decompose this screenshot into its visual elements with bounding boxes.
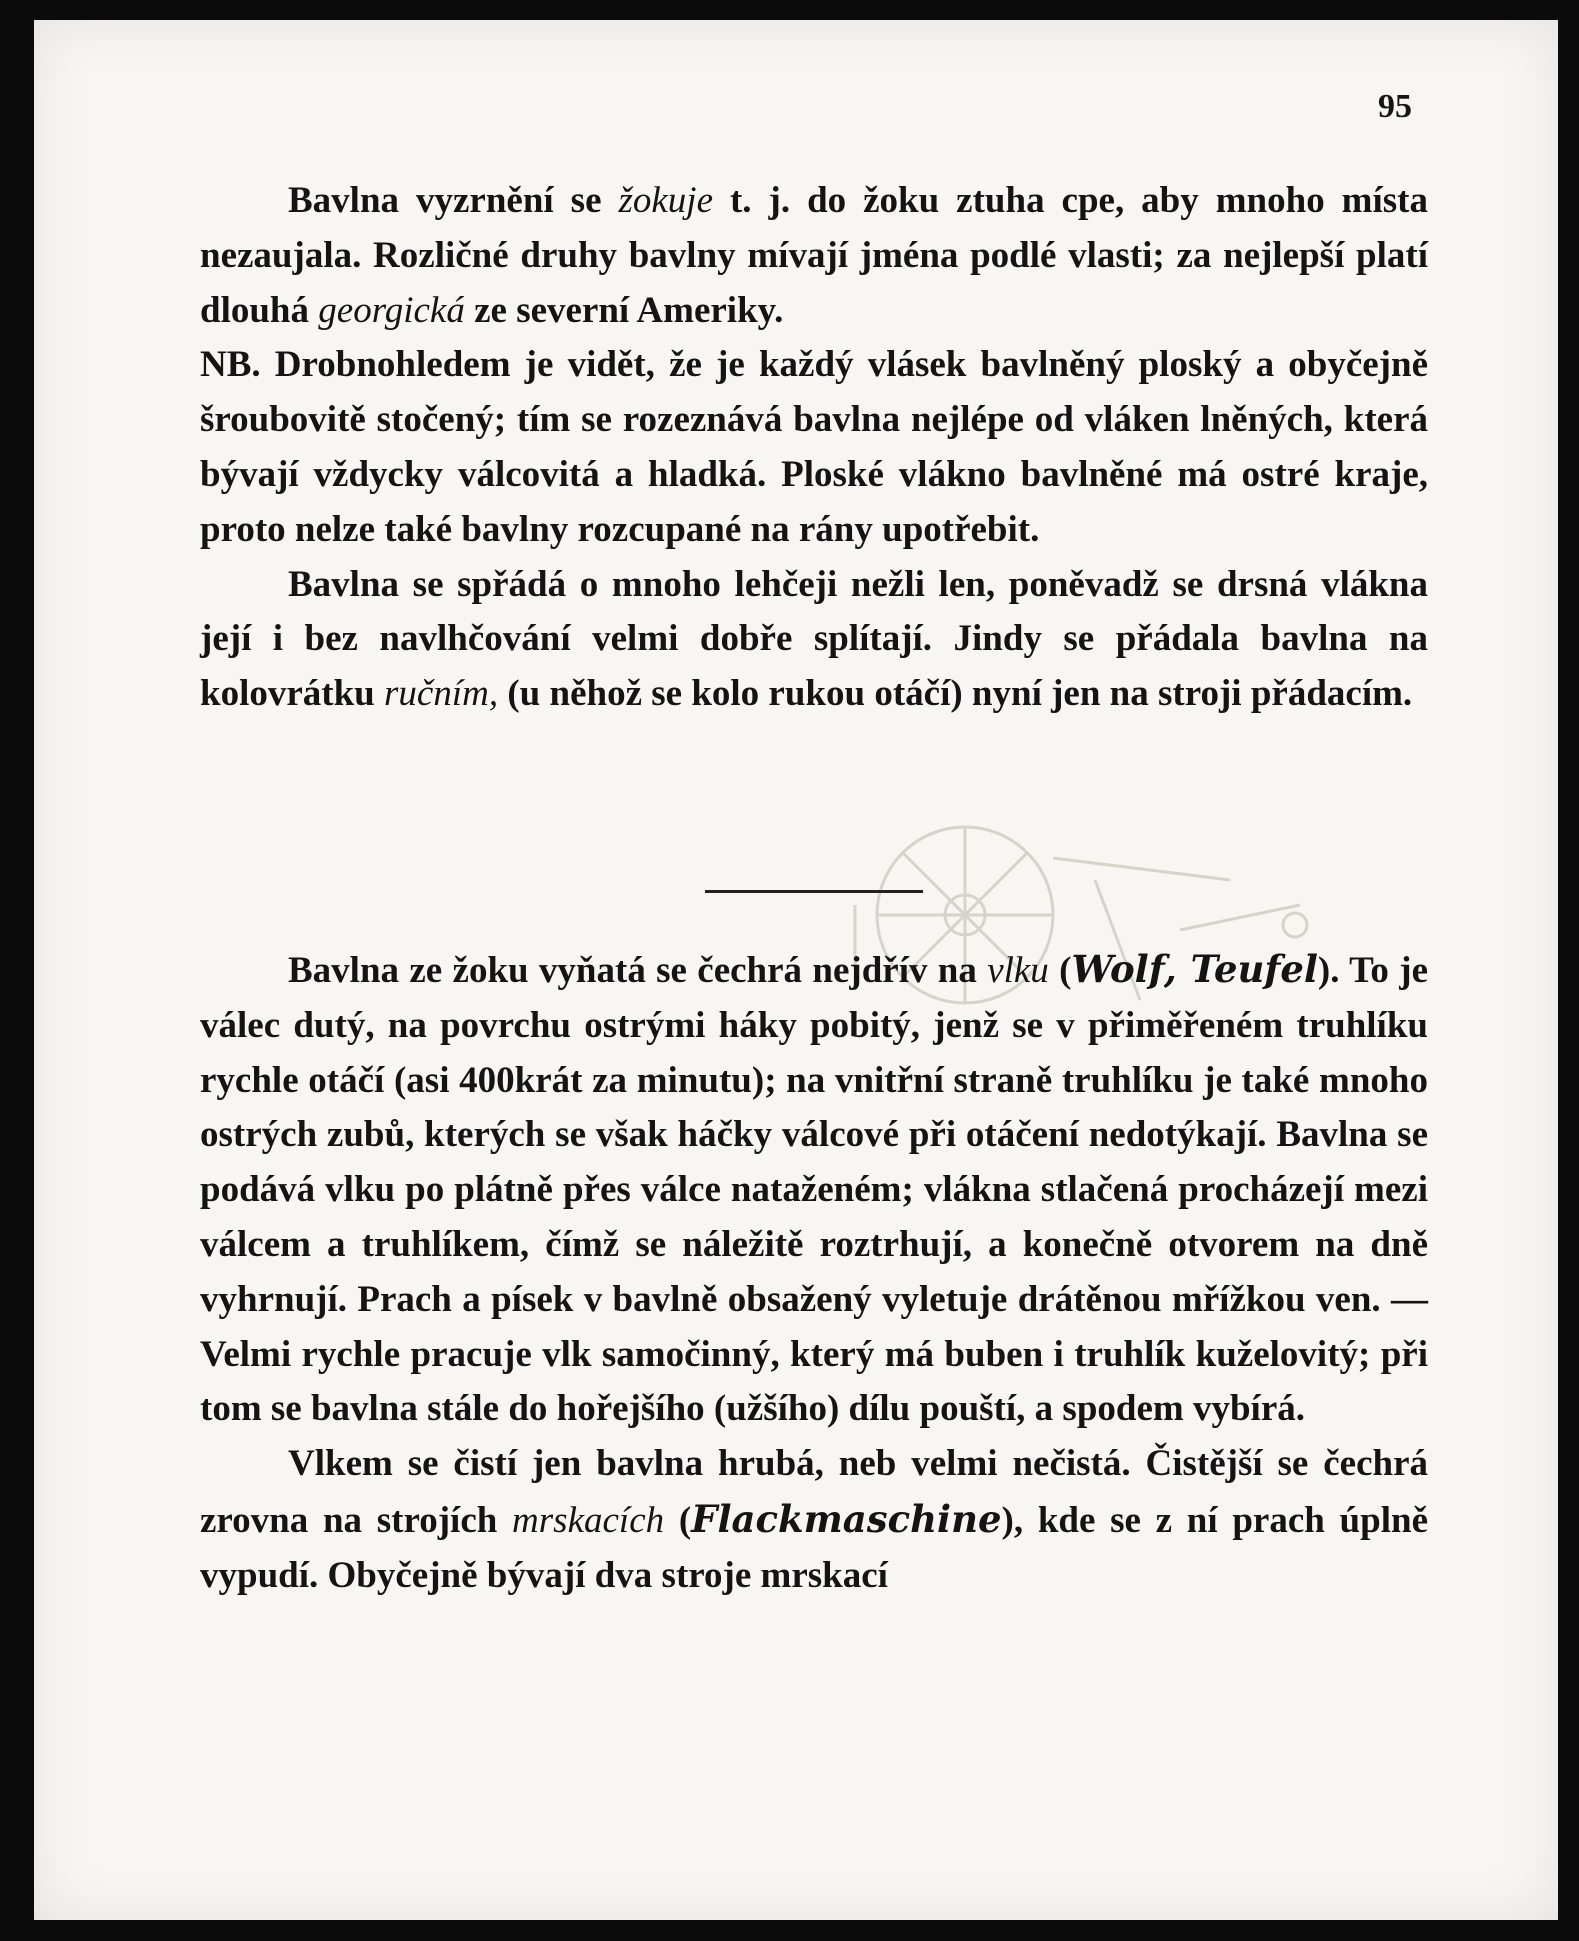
- italic-term-rucnim: ručním,: [384, 673, 499, 715]
- text-run: Bavlna ze žoku vyňatá se čechrá nejdřív na: [288, 950, 988, 991]
- text-run: ). To je válec dutý, na povrchu ostrými háky pobitý, jenž se v přiměřeném truhlíku rychle otáčí (asi 400krát za minutu); na vnitřní straně truhlíku je také mnoho ostrých zubů, kterých se však háčky válcové při otáčení nedotýkají. Bavlna se podává vlku po plátně přes válce nataženém; vlákna stlačená procházejí mezi válcem a truhlíkem, čímž se náležitě roztrhují, a konečně otvorem na dně vyhrnují. Prach a písek v bavlně obsažený vyletuje drátěnou mřížkou ven. — Velmi rychle pracuje vlk samočinný, který má buben i truhlík kuželovitý; při tom se bavlna stále do hořejšího (užšího) dílu pouští, a spodem vybírá.: [200, 950, 1428, 1430]
- text-run: (u něhož se kolo rukou otáčí) nyní jen na stroji přádacím.: [498, 673, 1413, 715]
- paragraph-scutcher: [200, 1437, 1428, 1603]
- german-term-wolf-teufel: Wolf, Teufel: [1071, 947, 1318, 991]
- text-run: Bavlna vyzrnění se: [288, 180, 619, 221]
- paragraph-nb-note: NB. Drobnohledem je vidět, že je každý vlásek bavlněný ploský a obyčejně šroubovitě stočený; tím se rozeznává bavlna nejlépe od vláken lněných, která bývají vždycky válcovitá a hladká. Ploské vlákno bavlněné má ostré kraje, proto nelze také bavlny rozcupané na rány upotřebit.: [200, 344, 1428, 550]
- text-run: ze severní Ameriky.: [464, 289, 784, 331]
- text-run: Vlkem se čistí jen bavlna hrubá, neb velmi nečistá. Čistější se čechrá zrovna na strojích: [200, 1443, 1428, 1541]
- italic-term-mrskacich: mrskacích: [512, 1499, 665, 1541]
- page-number: 95: [1378, 88, 1412, 125]
- text-run: (: [664, 1499, 692, 1541]
- paragraph-spinning: [200, 558, 1428, 722]
- paragraph-baling: [200, 174, 1428, 338]
- german-term-flackmaschine: Flackmaschine: [691, 1496, 1002, 1541]
- text-run: ), kde se z ní prach úplně vypudí. Obyčejně bývají dva stroje mrskací: [200, 1499, 1428, 1596]
- paragraph-willow-machine: [200, 942, 1428, 1437]
- italic-term-georgicka: georgická: [318, 289, 465, 331]
- text-run: Bavlna se spřádá o mnoho lehčeji nežli len, poněvadž se drsná vlákna její i bez navlhčování velmi dobře splítají. Jindy se přádala bavlna na kolovrátku: [200, 563, 1428, 715]
- text-block-upper: [200, 174, 1428, 722]
- italic-term-vlku: vlku: [987, 950, 1049, 991]
- text-run: (: [1048, 950, 1072, 991]
- section-divider: [705, 890, 923, 893]
- italic-term-zokuje: žokuje: [618, 180, 714, 221]
- text-run: t. j. do žoku ztuha cpe, aby mnoho místa nezaujala. Rozličné druhy bavlny mívají jména podlé vlasti; za nejlepší platí dlouhá: [200, 180, 1429, 331]
- text-block-lower: [200, 942, 1428, 1604]
